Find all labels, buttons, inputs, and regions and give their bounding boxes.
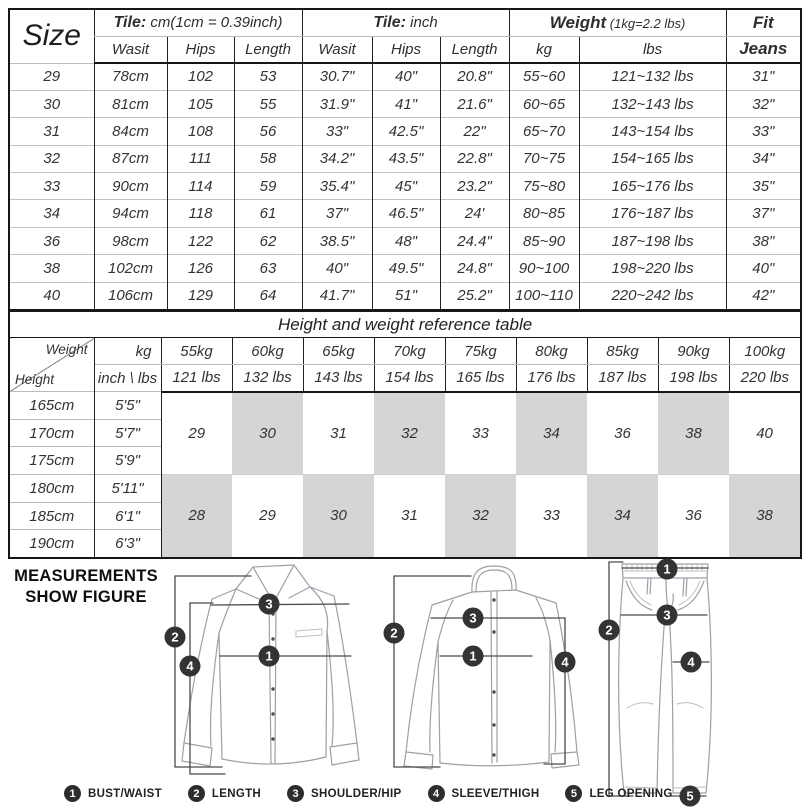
band-size-cell: 38: [729, 475, 801, 558]
size-table-cell: 61: [234, 200, 302, 227]
size-table-cell: 126: [167, 255, 234, 282]
measurements-title-line1: MEASUREMENTS: [14, 567, 158, 585]
size-table-cell: 198~220 lbs: [579, 255, 726, 282]
band-size-cell: 29: [232, 475, 303, 558]
legend-item: [64, 785, 162, 802]
fit-header-bottom: Jeans: [726, 36, 801, 63]
size-table-cell: 90~100: [509, 255, 579, 282]
size-table-cell: 49.5": [372, 255, 440, 282]
band-size-cell: 38: [658, 392, 729, 475]
size-table-cell: 78cm: [94, 63, 167, 90]
size-table-cell: 37": [302, 200, 372, 227]
size-table-cell: 23.2": [440, 173, 509, 200]
band-size-cell: 40: [756, 424, 773, 442]
size-table-cell: 29: [9, 63, 94, 90]
legend-number-badge: 4: [428, 785, 445, 802]
size-table-cell: 45": [372, 173, 440, 200]
size-table-cell: 114: [167, 173, 234, 200]
size-table: [8, 8, 802, 311]
kg-col-header: 70kg: [374, 338, 445, 365]
kg-col-header: 100kg: [729, 338, 801, 365]
pants-marker-3: [657, 605, 678, 626]
height-weight-table: [8, 310, 802, 559]
sub-column-header: Hips: [372, 36, 440, 63]
size-table-cell: 36: [9, 227, 94, 254]
kg-col-header: 85kg: [587, 338, 658, 365]
size-table-cell: 165~176 lbs: [579, 173, 726, 200]
band-size-cell: 36: [658, 475, 729, 558]
size-table-cell: 87cm: [94, 145, 167, 172]
size-table-cell: 38": [726, 227, 801, 254]
size-table-cell: 53: [234, 63, 302, 90]
kg-col-header: 55kg: [161, 338, 232, 365]
figure-legend: [64, 785, 673, 802]
hw-table-title: Height and weight reference table: [9, 311, 801, 338]
lbs-col-header: 154 lbs: [374, 365, 445, 392]
size-table-row: [9, 90, 801, 117]
size-table-cell: 41": [372, 90, 440, 117]
lbs-col-header: 132 lbs: [232, 365, 303, 392]
height-cm-cell: 180cm: [9, 475, 94, 503]
size-table-cell: 24.8": [440, 255, 509, 282]
size-table-cell: 64: [234, 282, 302, 309]
height-cm-cell: 190cm: [9, 530, 94, 558]
size-table-cell: 75~80: [509, 173, 579, 200]
size-table-cell: 63: [234, 255, 302, 282]
size-table-row: [9, 145, 801, 172]
lbs-col-header: 143 lbs: [303, 365, 374, 392]
size-table-cell: 65~70: [509, 118, 579, 145]
size-table-cell: 42.5": [372, 118, 440, 145]
band-size-cell: 34: [516, 392, 587, 475]
size-table-group-header-row: [9, 9, 801, 36]
legend-label: BUST/WAIST: [88, 787, 162, 800]
size-table-cell: 34": [726, 145, 801, 172]
size-table-row: [9, 173, 801, 200]
size-column-header: Size: [9, 9, 94, 63]
hw-corner-cell: [9, 338, 94, 392]
band-size-cell: 31: [374, 475, 445, 558]
legend-label: SHOULDER/HIP: [311, 787, 402, 800]
band-size-cell: 34: [587, 475, 658, 558]
band-size-cell: 28: [161, 475, 232, 558]
unit-kg-label: kg: [94, 338, 161, 365]
shirt-marker-1: [259, 646, 280, 667]
svg-text:1: 1: [469, 648, 477, 664]
sub-column-header: Wasit: [94, 36, 167, 63]
shirt-marker-2: [165, 627, 186, 648]
legend-item: [287, 785, 402, 802]
size-table-cell: 25.2": [440, 282, 509, 309]
size-table-cell: 35.4": [302, 173, 372, 200]
height-ft-cell: 6'1": [94, 502, 161, 530]
hw-table-row: [9, 392, 801, 420]
svg-text:1: 1: [663, 561, 671, 577]
size-table-cell: 58: [234, 145, 302, 172]
size-table-row: [9, 63, 801, 90]
height-cm-cell: 185cm: [9, 502, 94, 530]
hw-kg-header-row: [9, 338, 801, 365]
band-size-cell: 36: [614, 424, 631, 442]
lbs-col-header: 220 lbs: [729, 365, 801, 392]
size-table-cell: 35": [726, 173, 801, 200]
height-cm-cell: 170cm: [9, 419, 94, 447]
size-table-cell: 33": [726, 118, 801, 145]
size-table-cell: 31: [9, 118, 94, 145]
kg-col-header: 60kg: [232, 338, 303, 365]
jacket-marker-4: [555, 652, 576, 673]
size-table-cell: 60~65: [509, 90, 579, 117]
size-table-cell: 102: [167, 63, 234, 90]
svg-text:3: 3: [265, 596, 273, 612]
cm-group-header-bold: Tile:: [113, 13, 147, 31]
size-table-cell: 37": [726, 200, 801, 227]
size-table-cell: 81cm: [94, 90, 167, 117]
legend-number-badge: 2: [188, 785, 205, 802]
svg-text:4: 4: [687, 654, 695, 670]
height-ft-cell: 6'3": [94, 530, 161, 558]
size-table-cell: 34.2": [302, 145, 372, 172]
size-table-cell: 40": [372, 63, 440, 90]
pants-marker-4: [681, 652, 702, 673]
legend-label: LENGTH: [211, 787, 261, 800]
size-table-cell: 56: [234, 118, 302, 145]
band-size-cell: 33: [516, 475, 587, 558]
legend-item: [565, 785, 672, 802]
band-size-cell: 30: [232, 392, 303, 475]
measurements-title: [6, 566, 166, 609]
weight-group-header-bold: Weight: [549, 12, 607, 32]
height-ft-cell: 5'11": [94, 475, 161, 503]
legend-item: [188, 785, 261, 802]
size-table-cell: 24.4": [440, 227, 509, 254]
svg-text:3: 3: [663, 607, 671, 623]
lbs-col-header: 176 lbs: [516, 365, 587, 392]
size-table-cell: 108: [167, 118, 234, 145]
size-table-cell: 46.5": [372, 200, 440, 227]
size-table-cell: 59: [234, 173, 302, 200]
weight-group-header-rest: (1kg=2.2 lbs): [606, 15, 686, 31]
size-table-row: [9, 227, 801, 254]
size-table-cell: 100~110: [509, 282, 579, 309]
inch-group-header: [302, 9, 509, 36]
hw-table-row: [9, 475, 801, 503]
size-table-cell: 31": [726, 63, 801, 90]
size-table-cell: 70~75: [509, 145, 579, 172]
svg-text:5: 5: [686, 788, 694, 804]
size-table-cell: 84cm: [94, 118, 167, 145]
size-table-cell: 31.9": [302, 90, 372, 117]
kg-col-header: 65kg: [303, 338, 374, 365]
svg-text:2: 2: [390, 625, 398, 641]
size-table-row: [9, 255, 801, 282]
size-table-cell: 154~165 lbs: [579, 145, 726, 172]
size-table-cell: 32": [726, 90, 801, 117]
band-size-cell: 30: [303, 475, 374, 558]
legend-item: [428, 785, 540, 802]
lbs-col-header: 187 lbs: [587, 365, 658, 392]
shirt-figure: [163, 560, 388, 785]
size-table-cell: 85~90: [509, 227, 579, 254]
lbs-col-header: 198 lbs: [658, 365, 729, 392]
kg-col-header: 80kg: [516, 338, 587, 365]
unit-inch-lbs-label: inch \ lbs: [94, 365, 161, 392]
sub-column-header: Length: [440, 36, 509, 63]
inch-group-header-rest: inch: [405, 13, 438, 31]
size-table-cell: 94cm: [94, 200, 167, 227]
fit-header-top: Fit: [726, 9, 801, 36]
size-table-cell: 143~154 lbs: [579, 118, 726, 145]
hw-lbs-header-row: [9, 365, 801, 392]
height-cm-cell: 165cm: [9, 392, 94, 420]
pants-marker-2: [599, 620, 620, 641]
height-cm-cell: 175cm: [9, 447, 94, 475]
inch-group-header-bold: Tile:: [373, 13, 406, 31]
size-table-cell: 34: [9, 200, 94, 227]
height-ft-cell: 5'5": [94, 392, 161, 420]
size-table-cell: 24': [440, 200, 509, 227]
size-table-cell: 122: [167, 227, 234, 254]
size-table-cell: 132~143 lbs: [579, 90, 726, 117]
size-table-cell: 40": [302, 255, 372, 282]
sub-column-header: Hips: [167, 36, 234, 63]
size-table-cell: 42": [726, 282, 801, 309]
pants-figure: [585, 556, 809, 809]
size-table-cell: 21.6": [440, 90, 509, 117]
cm-group-header: [94, 9, 302, 36]
size-table-row: [9, 282, 801, 309]
weight-group-header: [509, 9, 726, 36]
size-table-cell: 102cm: [94, 255, 167, 282]
size-table-cell: 98cm: [94, 227, 167, 254]
band-size-cell: 32: [445, 475, 516, 558]
band-size-cell: 31: [330, 424, 347, 442]
height-ft-cell: 5'7": [94, 419, 161, 447]
size-table-cell: 176~187 lbs: [579, 200, 726, 227]
sub-column-header: Length: [234, 36, 302, 63]
band-size-cell: 33: [472, 424, 489, 442]
jacket-figure: [383, 562, 608, 784]
legend-number-badge: 3: [287, 785, 304, 802]
pants-marker-5: [680, 786, 701, 807]
size-table-cell: 20.8": [440, 63, 509, 90]
size-table-cell: 129: [167, 282, 234, 309]
size-table-cell: 90cm: [94, 173, 167, 200]
size-table-cell: 55: [234, 90, 302, 117]
size-table-cell: 43.5": [372, 145, 440, 172]
size-table-cell: 33": [302, 118, 372, 145]
corner-weight-label: Weight: [45, 342, 88, 357]
size-table-cell: 111: [167, 145, 234, 172]
size-table-cell: 51": [372, 282, 440, 309]
size-table-cell: 187~198 lbs: [579, 227, 726, 254]
jacket-marker-3: [463, 608, 484, 629]
size-table-row: [9, 200, 801, 227]
size-table-cell: 220~242 lbs: [579, 282, 726, 309]
size-table-cell: 30.7": [302, 63, 372, 90]
size-table-cell: 38.5": [302, 227, 372, 254]
size-table-cell: 32: [9, 145, 94, 172]
shirt-marker-4: [180, 656, 201, 677]
jacket-marker-1: [463, 646, 484, 667]
sub-column-header: lbs: [579, 36, 726, 63]
band-size-cell: 32: [374, 392, 445, 475]
band-size-cell: 29: [188, 424, 206, 442]
size-table-cell: 105: [167, 90, 234, 117]
lbs-col-header: 165 lbs: [445, 365, 516, 392]
size-table-row: [9, 118, 801, 145]
jacket-marker-2: [384, 623, 405, 644]
lbs-col-header: 121 lbs: [161, 365, 232, 392]
size-table-cell: 22": [440, 118, 509, 145]
size-table-cell: 55~60: [509, 63, 579, 90]
size-table-cell: 118: [167, 200, 234, 227]
cm-group-header-rest: cm(1cm = 0.39inch): [146, 13, 283, 31]
size-table-cell: 40: [9, 282, 94, 309]
legend-label: SLEEVE/THIGH: [451, 787, 540, 800]
svg-text:2: 2: [171, 629, 179, 645]
legend-label: LEG OPENING: [589, 787, 673, 800]
size-table-cell: 106cm: [94, 282, 167, 309]
svg-text:2: 2: [605, 622, 613, 638]
measurements-title-line2: SHOW FIGURE: [25, 588, 147, 607]
size-table-cell: 48": [372, 227, 440, 254]
size-table-cell: 30: [9, 90, 94, 117]
size-table-cell: 40": [726, 255, 801, 282]
legend-number-badge: 5: [565, 785, 582, 802]
legend-number-badge: 1: [64, 785, 81, 802]
sub-column-header: kg: [509, 36, 579, 63]
sub-column-header: Wasit: [302, 36, 372, 63]
size-table-cell: 80~85: [509, 200, 579, 227]
kg-col-header: 90kg: [658, 338, 729, 365]
size-table-cell: 33: [9, 173, 94, 200]
kg-col-header: 75kg: [445, 338, 516, 365]
size-table-cell: 22.8": [440, 145, 509, 172]
size-table-sub-header-row: [9, 36, 801, 63]
svg-text:4: 4: [561, 654, 569, 670]
pants-marker-1: [657, 559, 678, 580]
corner-height-label: Height: [15, 372, 55, 387]
svg-text:3: 3: [469, 610, 477, 626]
size-table-cell: 121~132 lbs: [579, 63, 726, 90]
height-ft-cell: 5'9": [94, 447, 161, 475]
size-table-cell: 38: [9, 255, 94, 282]
shirt-marker-3: [259, 594, 280, 615]
svg-text:1: 1: [265, 648, 273, 664]
hw-title-row: [9, 311, 801, 338]
svg-text:4: 4: [186, 658, 194, 674]
size-table-cell: 41.7": [302, 282, 372, 309]
size-table-cell: 62: [234, 227, 302, 254]
